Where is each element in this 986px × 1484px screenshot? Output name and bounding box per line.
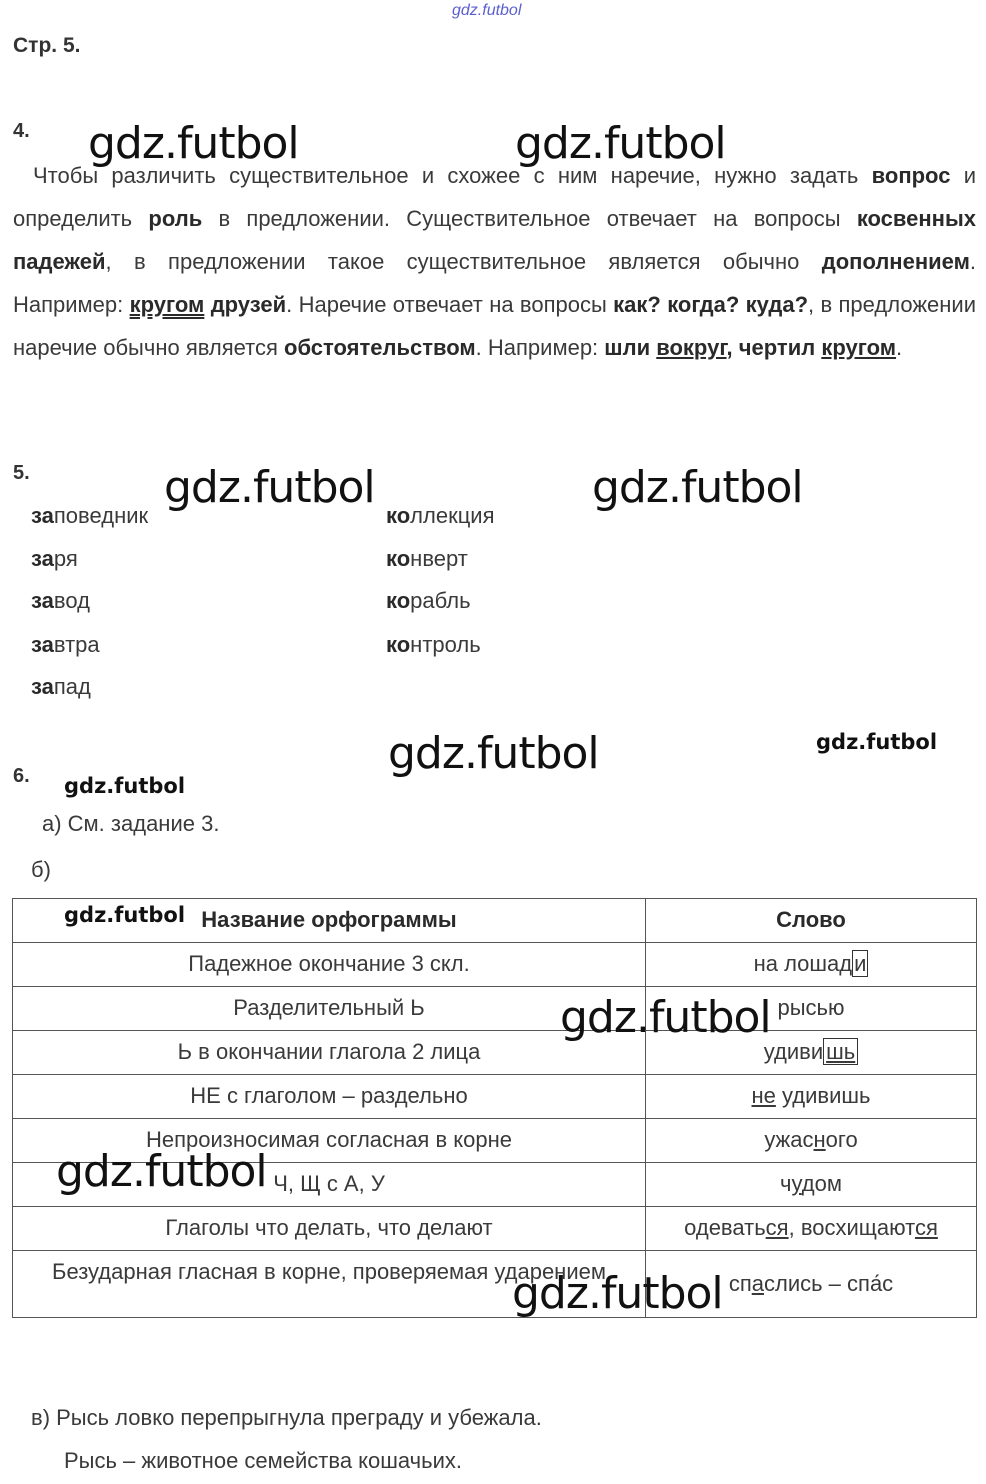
- watermark: gdz.futbol: [592, 462, 803, 513]
- table-row: Непроизносимая согласная в корне ужасного: [13, 1119, 977, 1163]
- task4-paragraph: Чтобы различить существительное и схожее с ним наречие, нужно задать вопрос и определить роль в предложении. Существительное отвечает на вопросы косвенных падежей, в предложении такое существительное является обычно дополнением. Например: кругом друзей. Наречие отвечает на вопросы как? когда? куда?, в предложении наречие обычно является обстоятельством. Например: шли вокруг, чертил кругом.: [13, 163, 976, 360]
- table-row: Ч, Щ с А, У чудом: [13, 1163, 977, 1207]
- watermark: gdz.futbol: [64, 903, 186, 927]
- table-row: Падежное окончание 3 скл. на лошади: [13, 943, 977, 987]
- task4-number: 4.: [13, 120, 30, 142]
- list-item: запад: [31, 674, 91, 699]
- task6-b: б): [31, 857, 51, 882]
- list-item: корабль: [386, 588, 471, 613]
- watermark: gdz.futbol: [56, 1146, 267, 1197]
- task5-number: 5.: [13, 462, 30, 484]
- page-header: Стр. 5.: [13, 34, 81, 57]
- table-row: НЕ с глаголом – раздельно не удивишь: [13, 1075, 977, 1119]
- table-row: Глаголы что делать, что делают одеваться, восхищаются: [13, 1207, 977, 1251]
- task6-c-line1: в) Рысь ловко перепрыгнула преграду и убежала.: [31, 1405, 542, 1430]
- watermark: gdz.futbol: [388, 728, 599, 779]
- column-header: Название орфограммы: [13, 899, 646, 943]
- task6-a: а) См. задание 3.: [42, 811, 220, 836]
- watermark: gdz.futbol: [560, 992, 771, 1043]
- list-item: заря: [31, 546, 78, 571]
- top-watermark: gdz.futbol: [452, 2, 522, 19]
- list-item: завтра: [31, 632, 100, 657]
- list-item: коллекция: [386, 503, 495, 528]
- list-item: контроль: [386, 632, 481, 657]
- orthogram-table: [12, 898, 977, 1318]
- list-item: заповедник: [31, 503, 149, 528]
- table-row: Безударная гласная в корне, проверяемая ударением спаслись – спа́с: [13, 1251, 977, 1318]
- watermark: gdz.futbol: [512, 1268, 723, 1319]
- task6-c-line2: Рысь – животное семейства кошачьих.: [64, 1448, 462, 1473]
- watermark: gdz.futbol: [816, 730, 938, 754]
- watermark: gdz.futbol: [164, 462, 375, 513]
- table-row: Ь в окончании глагола 2 лица удиви шь: [13, 1031, 977, 1075]
- column-header: Слово: [646, 899, 977, 943]
- watermark: gdz.futbol: [64, 774, 186, 798]
- list-item: конверт: [386, 546, 468, 571]
- table-row: Разделительный Ь рысью: [13, 987, 977, 1031]
- watermark: gdz.futbol: [88, 118, 299, 169]
- watermark: gdz.futbol: [515, 118, 726, 169]
- task6-number: 6.: [13, 765, 30, 787]
- list-item: завод: [31, 588, 90, 613]
